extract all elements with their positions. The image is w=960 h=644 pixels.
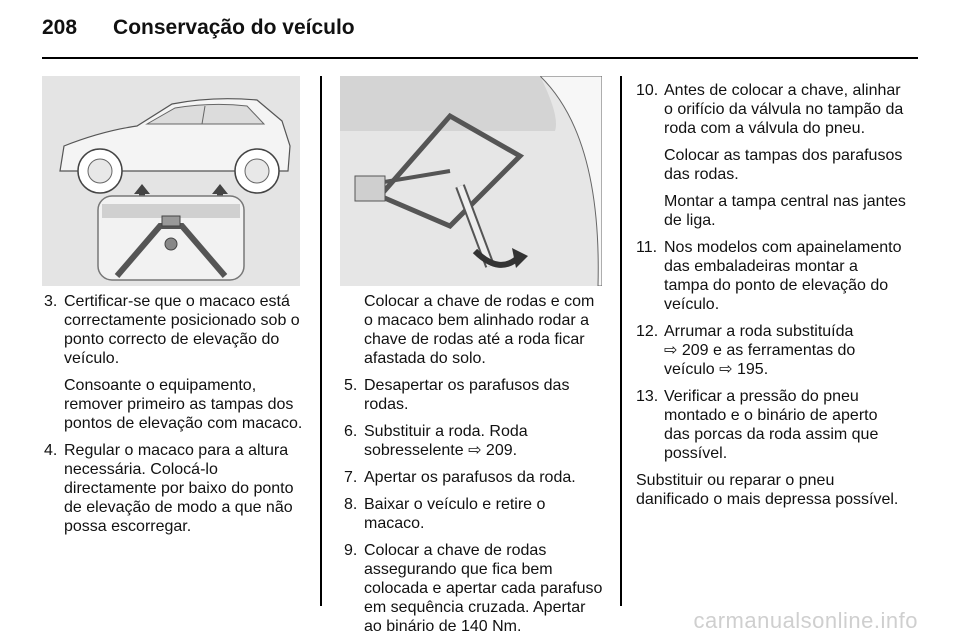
- step-number: 13.: [636, 388, 659, 405]
- step-number: 6.: [344, 423, 358, 440]
- step-text: Nos modelos com apainelamento das embaladeiras montar a tampa do ponto de elevação do veículo.: [664, 239, 902, 313]
- page-number: 208: [42, 16, 78, 39]
- step-text: Regular o macaco para a altura necessária. Colocá-lo directamente por baixo do ponto de elevação de modo a que não possa escorregar.: [64, 442, 294, 535]
- step-text: Antes de colocar a chave, alinhar o orifício da válvula no tampão da roda com a válvula do pneu.: [664, 82, 904, 137]
- step-12: [636, 322, 906, 379]
- step-note: Montar a tampa central nas jantes de liga.: [664, 193, 906, 229]
- step-number: 10.: [636, 82, 659, 99]
- step-6: [344, 422, 606, 460]
- page-reference[interactable]: 195: [737, 361, 764, 378]
- page-reference[interactable]: 209: [485, 442, 513, 459]
- step-7: [344, 468, 606, 487]
- page-reference[interactable]: 209: [681, 342, 709, 359]
- step-4: [44, 441, 306, 536]
- watermark: carmanualsonline.info: [693, 608, 918, 633]
- step-10: [636, 81, 906, 230]
- step-text: Desapertar os parafusos das rodas.: [364, 377, 570, 413]
- step-text: Substituir a roda. Roda sobresselente ⇨ 209.: [364, 423, 528, 459]
- header-rule: [42, 57, 918, 59]
- step-number: 7.: [344, 469, 358, 486]
- step-number: 8.: [344, 496, 358, 513]
- arrow-ref-icon: ⇨: [468, 442, 482, 459]
- step-number: 12.: [636, 323, 659, 340]
- column-2: [344, 292, 606, 644]
- step-number: 5.: [344, 377, 358, 394]
- step-text: Baixar o veículo e retire o macaco.: [364, 496, 546, 532]
- page-title: Conservação do veículo: [113, 16, 355, 39]
- step-13: [636, 387, 906, 463]
- jack-wrench-figure: [340, 76, 602, 286]
- step-8: [344, 495, 606, 533]
- arrow-ref-icon: ⇨: [719, 361, 733, 378]
- step-text: Certificar-se que o macaco está correctamente posicionado sob o ponto correcto de elevação do veículo.: [64, 293, 300, 367]
- arrow-ref-icon: ⇨: [664, 342, 678, 359]
- closing-text: Substituir ou reparar o pneu danificado o mais depressa possível.: [636, 472, 899, 508]
- column-divider-1: [320, 76, 322, 606]
- step-11: [636, 238, 906, 314]
- car-jacking-points-figure: [42, 76, 300, 286]
- page-header: [42, 16, 355, 40]
- step-text: Colocar a chave de rodas assegurando que fica bem colocada e apertar cada parafuso em sequência cruzada. Apertar ao binário de 140 Nm.: [364, 542, 603, 635]
- step-number: 9.: [344, 542, 358, 559]
- step-9: [344, 541, 606, 636]
- step-note: Consoante o equipamento, remover primeiro as tampas dos pontos de elevação com macaco.: [64, 377, 303, 432]
- step-number: 4.: [44, 442, 58, 459]
- step-5: [344, 376, 606, 414]
- step-3: [44, 292, 306, 433]
- step-text: Apertar os parafusos da roda.: [364, 469, 576, 486]
- column-1: [44, 292, 306, 544]
- column-3: [636, 81, 906, 517]
- continuation-text: Colocar a chave de rodas e com o macaco bem alinhado rodar a chave de rodas até a roda ficar afastada do solo.: [364, 293, 595, 367]
- step-number: 3.: [44, 293, 58, 310]
- step-text: Arrumar a roda substituída ⇨ 209 e as ferramentas do veículo ⇨ 195.: [664, 323, 856, 378]
- step-note: Colocar as tampas dos parafusos das rodas.: [664, 147, 903, 183]
- step-number: 11.: [636, 239, 658, 256]
- column-divider-2: [620, 76, 622, 606]
- step-text: Verificar a pressão do pneu montado e o binário de aperto das porcas da roda assim que possível.: [664, 388, 879, 462]
